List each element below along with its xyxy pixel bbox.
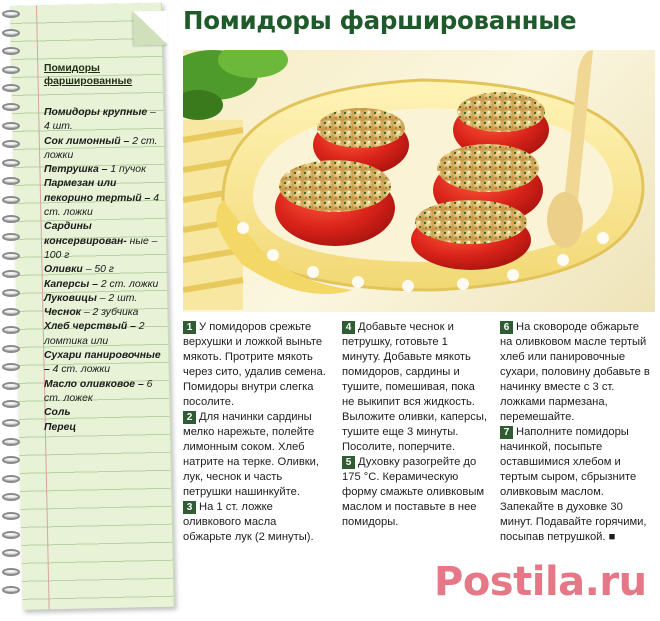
spiral-ring [2, 103, 20, 111]
spiral-ring [2, 140, 20, 148]
ingredient-name: Оливки [44, 264, 83, 276]
ingredient-name: Соль [44, 407, 71, 419]
ingredient-name: Луковицы [44, 292, 97, 304]
ingredient-item [44, 177, 162, 220]
dish-photo [183, 50, 655, 312]
step-text: Духовку разогрейте до 175 °С. Керамическую форму смажьте оливковым маслом и поставьте в нее помидоры. [342, 456, 485, 528]
steps-column-3 [500, 320, 650, 545]
step-2 [183, 410, 326, 500]
ingredient-quantity: 4 ст. ложки [44, 192, 159, 219]
spiral-ring [2, 84, 20, 92]
ingredient-item [44, 106, 162, 135]
ingredient-quantity: 6 ст. ложек [44, 378, 153, 404]
ingredient-name: Чеснок [44, 307, 81, 319]
step-7 [500, 425, 650, 545]
card-corner-fold [133, 11, 168, 46]
spiral-ring [2, 400, 20, 408]
spiral-ring [2, 363, 20, 371]
ingredient-name: Сардины консервирован- [44, 221, 127, 247]
spiral-ring [2, 215, 20, 223]
spiral-ring [2, 531, 20, 539]
spiral-ring [2, 196, 20, 204]
step-text: Наполните помидоры начинкой, посыпьте оставшимися хлебом и тертым сыром, сбрызните оливковым маслом. Запекайте в духовке 30 минут. Подавайте горячими, посыпав петрушкой. ■ [500, 426, 647, 543]
spiral-ring [2, 456, 20, 464]
spiral-ring [2, 345, 20, 353]
ingredient-item [44, 349, 162, 378]
step-text: Добавьте чеснок и петрушку, готовьте 1 минуту. Добавьте мякоть помидоров, сардины и тушите, помешивая, пока не выкипит вся жидкость. Выложите оливки, каперсы, тушите еще 3 минуты. Посолите, поперчите. [342, 321, 487, 453]
spiral-ring [2, 493, 20, 501]
ingredient-quantity: – 2 зубчика [83, 307, 139, 319]
ingredient-quantity: – 2 шт. [99, 292, 138, 304]
spiral-ring [2, 382, 20, 390]
ingredient-item [44, 306, 162, 320]
step-6 [500, 320, 650, 425]
steps-column-2 [342, 320, 487, 530]
spiral-ring [2, 159, 20, 167]
spiral-ring [2, 122, 20, 130]
spiral-ring [2, 549, 20, 557]
ingredient-item [44, 163, 162, 177]
spiral-ring [2, 475, 20, 483]
spiral-ring [2, 66, 20, 74]
steps-column-1 [183, 320, 326, 545]
ingredient-quantity: – 50 г [85, 264, 114, 276]
step-5 [342, 455, 487, 530]
step-text: На сковороде обжарьте на оливковом масле тертый хлеб или панировочные сухари, половину добавьте в начинку вместе с 3 ст. ложками пармезана, перемешайте. [500, 321, 650, 423]
step-4 [342, 320, 487, 455]
stuffed-tomatoes-illustration [183, 50, 655, 312]
spiral-ring [2, 326, 20, 334]
spiral-ring [2, 438, 20, 446]
ingredient-quantity: 2 ломтика или [44, 321, 145, 347]
spiral-ring [2, 233, 20, 241]
step-number-badge: 1 [183, 321, 196, 334]
spiral-ring [2, 177, 20, 185]
ingredient-name: Каперсы – [44, 278, 98, 290]
step-text: Для начинки сардины мелко нарежьте, полейте лимонным соком. Хлеб натрите на терке. Оливки, лук, чеснок и часть петрушки нашинкуйте. [183, 411, 320, 498]
spiral-ring [2, 29, 20, 37]
spiral-ring [2, 419, 20, 427]
spiral-ring [2, 308, 20, 316]
ingredient-name: Петрушка – [44, 164, 108, 176]
ingredients-list [44, 62, 162, 435]
spiral-ring [2, 586, 20, 594]
postila-watermark: Postila.ru [434, 559, 647, 605]
ingredient-item [44, 220, 162, 263]
step-number-badge: 5 [342, 456, 355, 469]
ingredient-quantity: 2 ст. ложки [44, 135, 158, 161]
ingredient-name: Сок лимонный – [44, 135, 130, 147]
spiral-ring [2, 252, 20, 260]
ingredient-item [44, 378, 162, 407]
ingredient-item [44, 135, 162, 164]
spiral-ring [2, 270, 20, 278]
ingredient-name: Помидоры крупные [44, 107, 148, 118]
notebook-spiral [2, 10, 24, 600]
ingredient-item [44, 406, 162, 420]
ingredient-quantity: 2 ст. ложки [100, 278, 159, 290]
ingredient-name: Масло оливковое – [44, 378, 144, 390]
ingredient-quantity: – 4 шт. [44, 107, 156, 133]
ingredient-item [44, 278, 162, 292]
ingredient-item [44, 421, 162, 435]
step-1 [183, 320, 326, 410]
ingredient-name: Хлеб черствый – [44, 321, 136, 333]
ingredient-name: Сухари панировочные – [44, 350, 161, 376]
ingredient-item [44, 263, 162, 277]
spiral-ring [2, 289, 20, 297]
spiral-ring [2, 512, 20, 520]
step-number-badge: 4 [342, 321, 355, 334]
ingredient-quantity: ные – 100 г [44, 235, 158, 261]
spiral-ring [2, 47, 20, 55]
ingredient-quantity: 1 пучок [110, 164, 146, 176]
page-title: Помидоры фаршированные [183, 6, 577, 35]
step-text: У помидоров срежьте верхушки и ложкой выньте мякоть. Протрите мякоть через сито, удалив семена. Помидоры внутри слегка посолите. [183, 321, 326, 408]
spiral-ring [2, 568, 20, 576]
step-text: На 1 ст. ложке оливкового масла обжарьте лук (2 минуты). [183, 501, 314, 543]
ingredient-name: Перец [44, 421, 77, 433]
ingredient-quantity: 4 ст. ложки [52, 364, 111, 376]
ingredient-name: Пармезан или пекорино тертый – [44, 178, 151, 204]
step-number-badge: 2 [183, 411, 196, 424]
ingredient-item [44, 320, 162, 349]
spiral-ring [2, 10, 20, 18]
ingredient-item [44, 292, 162, 306]
step-number-badge: 3 [183, 501, 196, 514]
card-title: Помидоры фаршированные [44, 63, 133, 87]
step-number-badge: 6 [500, 321, 513, 334]
step-number-badge: 7 [500, 426, 513, 439]
step-3 [183, 500, 326, 545]
